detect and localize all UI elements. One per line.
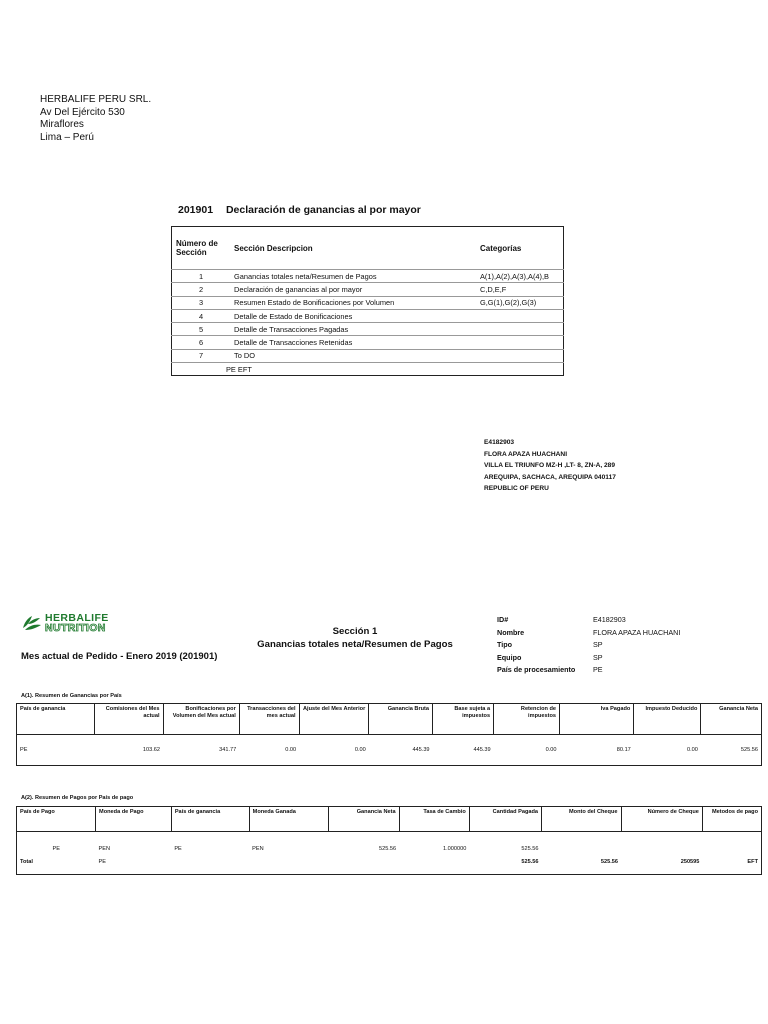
section-subtitle: Ganancias totales neta/Resumen de Pagos	[257, 638, 453, 650]
column-header: Transacciones del mes actual	[239, 704, 299, 735]
table-cell: EFT	[747, 858, 758, 865]
a1-caption: A(1). Resumen de Ganancias por País	[21, 693, 122, 699]
info-label: País de procesamiento	[497, 665, 576, 674]
table-cell	[542, 832, 621, 856]
table-cell: 0.00	[687, 747, 698, 753]
a2-header-row	[17, 807, 762, 832]
table-row	[172, 363, 564, 376]
table-cell: 341.77	[219, 747, 237, 753]
section-description: To DO	[230, 349, 476, 362]
section-categories	[476, 349, 564, 362]
section-number: 7	[172, 349, 231, 362]
section-categories: G,G(1),G(2),G(3)	[476, 296, 564, 309]
table-cell: 525.56	[521, 858, 539, 865]
table-cell: PEN	[252, 845, 264, 852]
table-cell: 525.56	[740, 747, 758, 753]
table-cell: 0.00	[545, 747, 557, 753]
column-header: Ganancia Neta	[329, 807, 399, 832]
section-description: Resumen Estado de Bonificaciones por Volumen	[230, 296, 476, 309]
section-categories	[476, 323, 564, 336]
company-address	[40, 94, 151, 144]
info-value: PE	[593, 665, 603, 674]
table-row	[172, 323, 564, 336]
recipient-address-line-2: AREQUIPA, SACHACA, AREQUIPA 040117	[484, 473, 616, 481]
recipient-country: REPUBLIC OF PERU	[484, 485, 549, 493]
a1-header-row	[17, 704, 762, 735]
column-header: Iva Pagado	[560, 704, 634, 735]
column-header: Tasa de Cambio	[399, 807, 469, 832]
table-cell: Total	[20, 858, 33, 865]
declaration-period: 201901	[178, 204, 214, 216]
header-section-number: Número de Sección	[176, 239, 218, 257]
column-header: Impuesto Deducido	[634, 704, 701, 735]
header-section-description: Sección Descripcion	[234, 243, 313, 253]
company-street: Av Del Ejército 530	[40, 106, 125, 118]
table-row	[172, 336, 564, 349]
logo-text-nutrition: NUTRITION	[45, 622, 106, 634]
table-row	[172, 283, 564, 296]
info-label: Equipo	[497, 652, 522, 662]
order-period: Mes actual de Pedido - Enero 2019 (201901)	[21, 651, 218, 662]
table-row	[172, 270, 564, 283]
table-cell: PE	[20, 747, 28, 753]
payment-method-note: PE EFT	[172, 363, 564, 376]
table-row	[17, 832, 762, 856]
table-row	[172, 309, 564, 322]
herbalife-logo	[21, 613, 131, 635]
section-number: 5	[172, 323, 231, 336]
column-header: Ganancia Bruta	[369, 704, 433, 735]
column-header: Moneda Ganada	[249, 807, 329, 832]
earnings-by-country-table	[16, 703, 762, 766]
total-row	[17, 855, 762, 875]
column-header: Ajuste del Mes Anterior	[299, 704, 369, 735]
table-cell: 103.62	[142, 747, 161, 753]
column-header: País de ganancia	[17, 704, 95, 735]
table-cell: 525.56	[378, 845, 397, 852]
table-cell: 0.00	[354, 747, 366, 753]
table-cell: PE	[52, 845, 60, 852]
column-header: Metodos de pago	[712, 809, 758, 815]
column-header: Cantidad Pagada	[469, 807, 541, 832]
table-cell: PE	[98, 858, 107, 865]
section-categories	[476, 336, 564, 349]
recipient-address-line-1: VILLA EL TRIUNFO MZ-H ,LT- 8, ZN-A, 289	[484, 462, 616, 470]
table-cell	[399, 855, 469, 875]
column-header: Número de Cheque	[621, 807, 702, 832]
table-cell: 80.17	[616, 747, 631, 753]
declaration-title-text: Declaración de ganancias al por mayor	[225, 204, 421, 216]
column-header: País de Pago	[17, 807, 96, 832]
table-cell: 525.56	[600, 858, 618, 865]
section-categories	[476, 309, 564, 322]
company-city: Lima – Perú	[40, 131, 94, 143]
section-heading	[240, 626, 470, 651]
column-header: Retencion de impuestos	[494, 704, 560, 735]
table-cell	[621, 832, 702, 856]
table-cell: 445.39	[473, 747, 491, 753]
table-cell: PE	[174, 845, 182, 852]
info-value: E4182903	[593, 615, 626, 624]
section-number: 4	[172, 309, 231, 322]
header-categories: Categorías	[480, 243, 522, 253]
leaf-icon	[21, 614, 43, 634]
recipient-id: E4182903	[484, 439, 515, 446]
section-description: Declaración de ganancias al por mayor	[230, 283, 476, 296]
section-number: 2	[172, 283, 231, 296]
column-header: Base sujeta a impuestos	[433, 704, 494, 735]
recipient-address	[484, 437, 616, 495]
a2-caption: A(2). Resumen de Pagos por País de pago	[21, 795, 134, 801]
section-categories: C,D,E,F	[476, 283, 564, 296]
section-categories: A(1),A(2),A(3),A(4),B	[476, 270, 564, 283]
table-cell	[329, 855, 399, 875]
section-index-body	[172, 270, 564, 376]
table-cell: 1.000000	[442, 845, 467, 852]
info-value: SP	[593, 652, 603, 662]
info-label: ID#	[497, 615, 509, 624]
column-header: Comisiones del Mes actual	[95, 704, 163, 735]
table-row	[17, 735, 762, 766]
column-header: Bonificaciones por Volumen del Mes actual	[163, 704, 239, 735]
section-description: Detalle de Estado de Bonificaciones	[230, 309, 476, 322]
table-cell	[702, 832, 761, 856]
column-header: País de ganancia	[171, 807, 249, 832]
table-cell: PEN	[98, 845, 111, 852]
column-header: Monto del Cheque	[542, 807, 621, 832]
column-header: Ganancia Neta	[719, 706, 758, 712]
table-row	[172, 296, 564, 309]
section-title: Sección 1	[332, 626, 378, 637]
table-cell: 445.39	[412, 747, 430, 753]
table-cell	[171, 855, 249, 875]
company-name: HERBALIFE PERU SRL.	[40, 94, 152, 105]
section-number: 1	[172, 270, 231, 283]
info-value: SP	[593, 640, 603, 649]
logo-text-herbalife: HERBALIFE	[45, 612, 109, 624]
section-number: 3	[172, 296, 231, 309]
info-label: Tipo	[497, 640, 513, 649]
declaration-title	[178, 204, 421, 216]
table-cell: 250595	[680, 858, 700, 865]
recipient-name: FLORA APAZA HUACHANI	[484, 450, 568, 458]
section-description: Ganancias totales neta/Resumen de Pagos	[230, 270, 476, 283]
section-description: Detalle de Transacciones Retenidas	[230, 336, 476, 349]
section-number: 6	[172, 336, 231, 349]
column-header: Moneda de Pago	[96, 807, 172, 832]
table-cell	[249, 855, 329, 875]
section-description: Detalle de Transacciones Pagadas	[230, 323, 476, 336]
payments-by-country-table	[16, 806, 762, 875]
info-label: Nombre	[497, 627, 525, 637]
section-index-table	[171, 226, 564, 376]
info-value: FLORA APAZA HUACHANI	[593, 627, 681, 637]
company-district: Miraflores	[40, 119, 84, 130]
table-cell: 525.56	[521, 845, 539, 852]
table-row	[172, 349, 564, 362]
table-cell: 0.00	[285, 747, 297, 753]
